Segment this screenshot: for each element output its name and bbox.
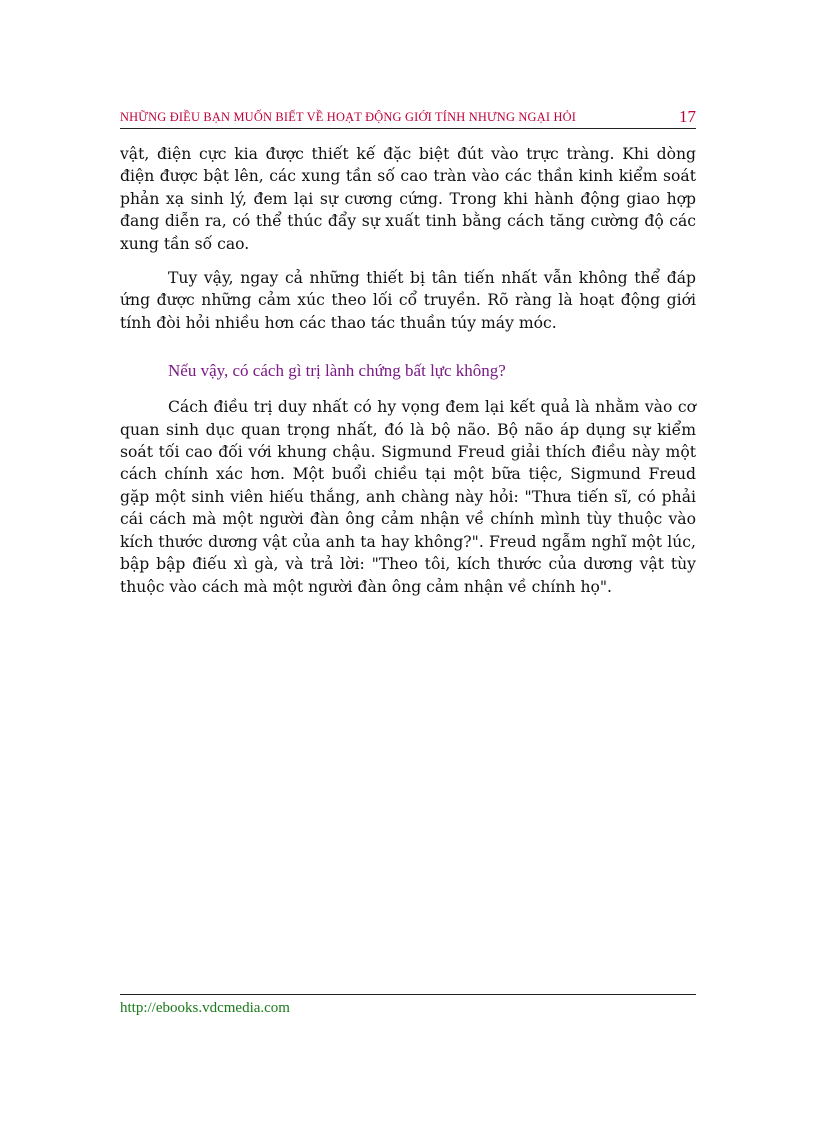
- header-title: NHỮNG ĐIỀU BẠN MUỐN BIẾT VỀ HOẠT ĐỘNG GIỚI TÍNH NHƯNG NGẠI HỎI: [120, 110, 577, 124]
- paragraph: Tuy vậy, ngay cả những thiết bị tân tiến nhất vẫn không thể đáp ứng được những cảm xúc theo lối cổ truyền. Rõ ràng là hoạt động giới tính đòi hỏi nhiều hơn các thao tác thuần túy máy móc.: [120, 269, 696, 332]
- footer-divider: [120, 994, 696, 995]
- paragraph-continued: vật, điện cực kia được thiết kế đặc biệt đút vào trực tràng. Khi dòng điện được bật lên, các xung tần số cao tràn vào các thần kinh kiểm soát phản xạ sinh lý, đem lại sự cương cứng. Trong khi hành động giao hợp đang diễn ra, có thể thúc đẩy sự xuất tinh bằng cách tăng cường độ các xung tần số cao.: [120, 145, 696, 253]
- running-header: [120, 106, 696, 129]
- footer-url-link[interactable]: http://ebooks.vdcmedia.com: [120, 1000, 290, 1016]
- page-body: [120, 143, 696, 598]
- answer-paragraph: Cách điều trị duy nhất có hy vọng đem lại kết quả là nhằm vào cơ quan sinh dục quan trọng nhất, đó là bộ não. Bộ não áp dụng sự kiểm soát tối cao đối với khung chậu. Sigmund Freud giải thích điều này một cách chính xác hơn. Một buổi chiều tại một bữa tiệc, Sigmund Freud gặp một sinh viên hiếu thắng, anh chàng này hỏi: "Thưa tiến sĩ, có phải cái cách mà một người đàn ông cảm nhận về chính mình tùy thuộc vào kích thước dương vật của anh ta hay không?". Freud ngẫm nghĩ một lúc, bập bập điếu xì gà, và trả lời: "Theo tôi, kích thước của dương vật tùy thuộc vào cách mà một người đàn ông cảm nhận về chính họ".: [120, 398, 696, 596]
- page-number: 17: [679, 107, 696, 126]
- question-heading: Nếu vậy, có cách gì trị lành chứng bất lực không?: [168, 361, 506, 381]
